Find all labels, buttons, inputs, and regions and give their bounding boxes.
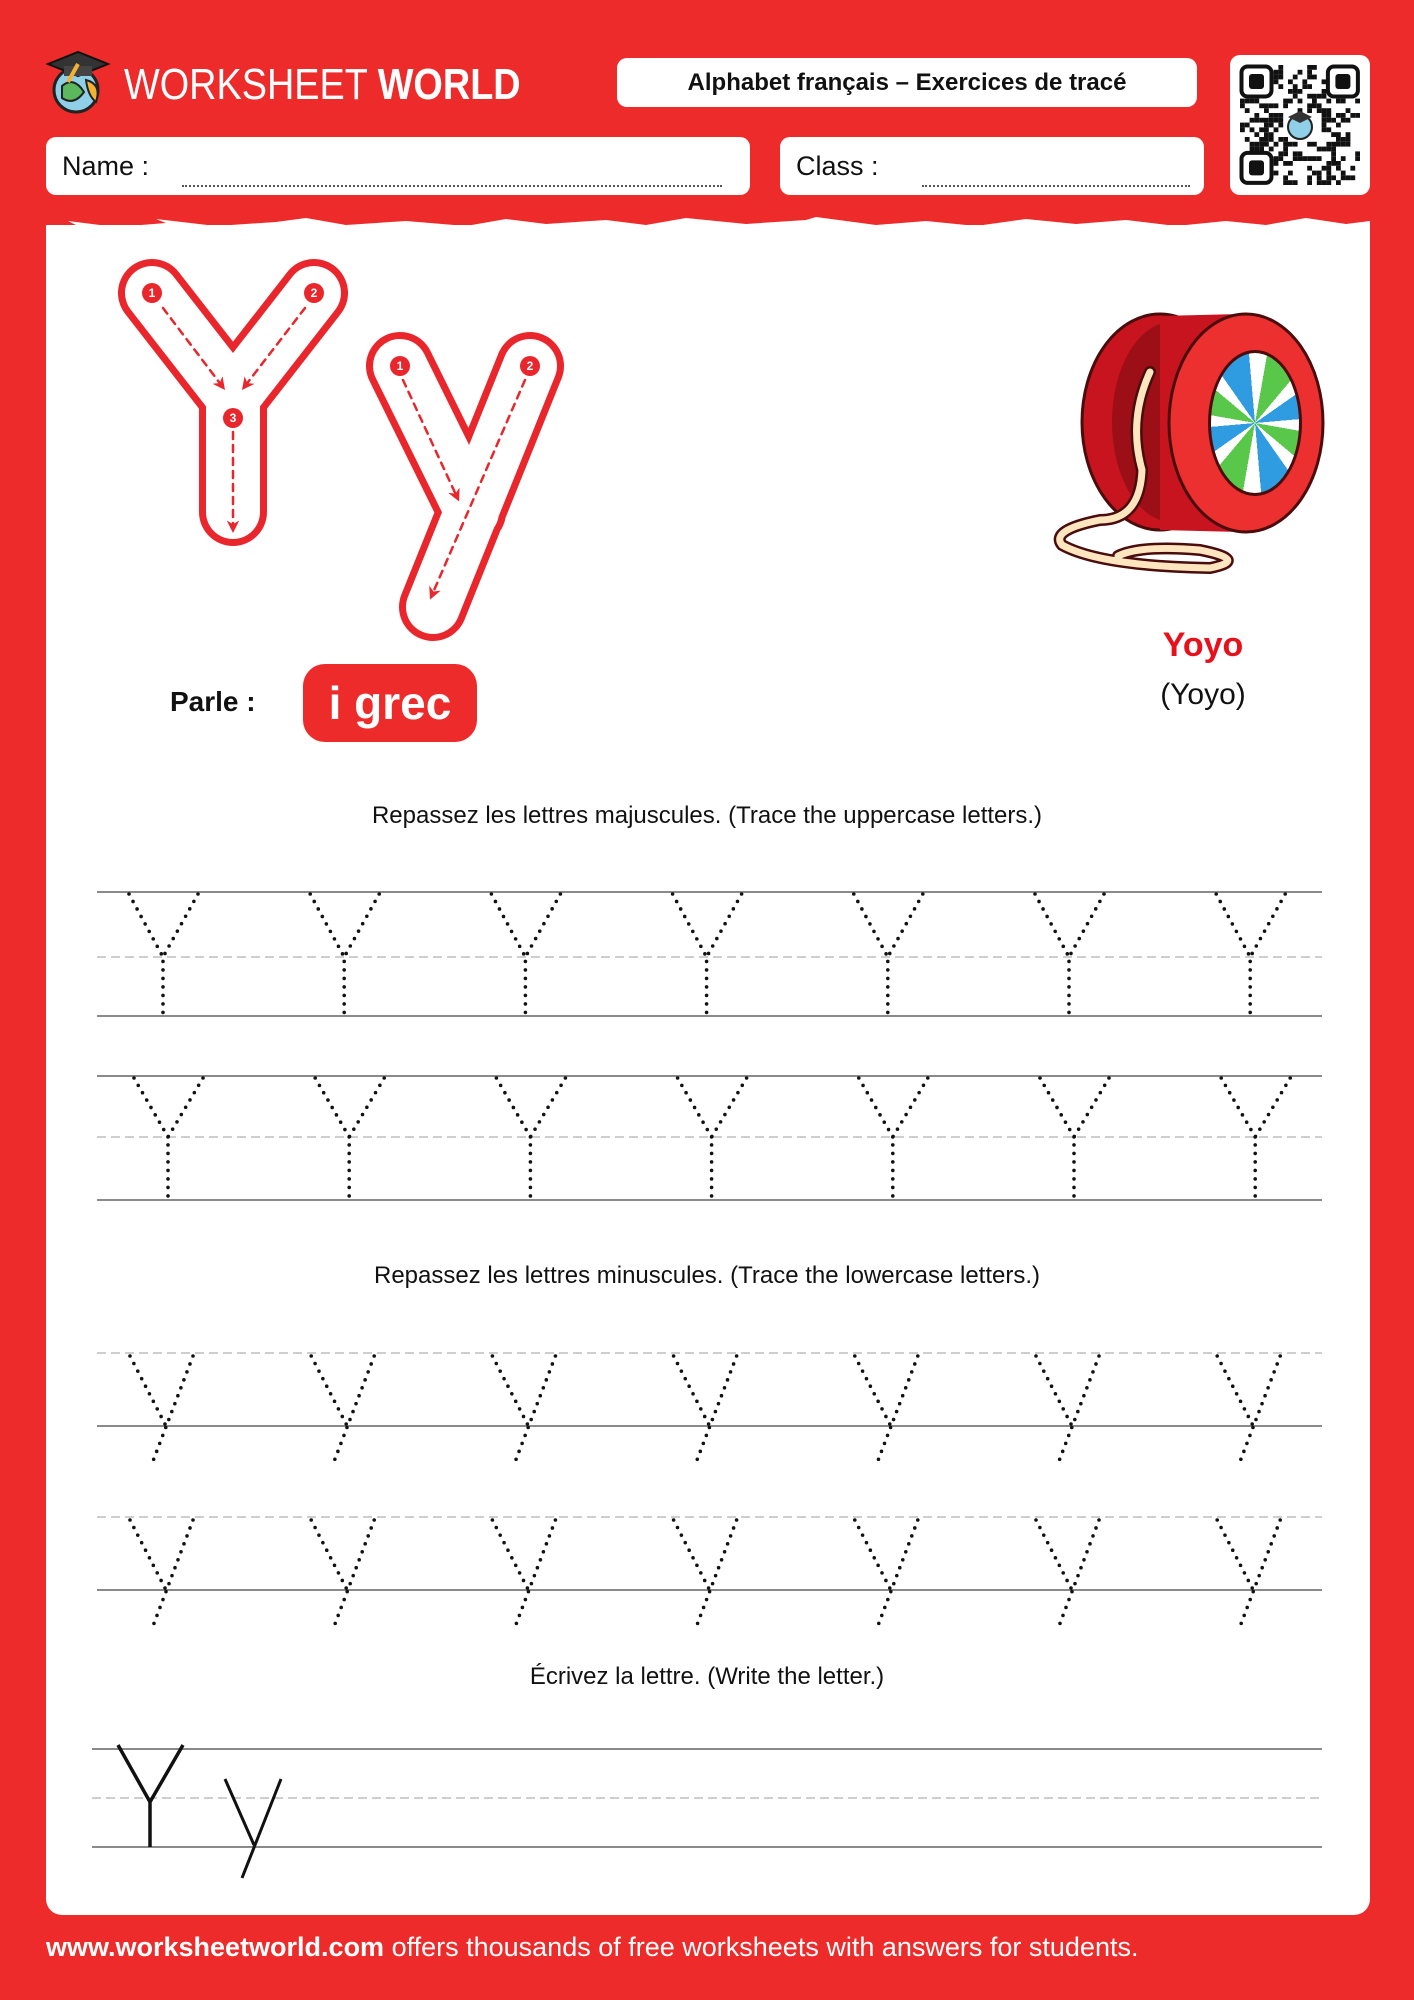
step-number: 2 (310, 286, 318, 300)
traceable-letter[interactable] (854, 894, 923, 1015)
traceable-letter[interactable] (1040, 1078, 1109, 1199)
footer-site-link[interactable]: www.worksheetworld.com (46, 1932, 385, 1962)
traceable-letter[interactable] (673, 894, 742, 1015)
traceable-letter[interactable] (310, 894, 379, 1015)
traceable-letter[interactable] (1221, 1078, 1290, 1199)
picture-word: Yoyo (1162, 626, 1244, 664)
pronunciation-text: i grec (328, 677, 452, 729)
traceable-letter[interactable] (855, 1356, 918, 1461)
instruction-write: Écrivez la lettre. (Write the letter.) (529, 1663, 885, 1690)
traceable-letter[interactable] (1217, 1356, 1280, 1461)
traceable-letter[interactable] (130, 1520, 193, 1626)
instruction-uppercase: Repassez les lettres majuscules. (Trace the uppercase letters.) (371, 802, 1043, 829)
example-lowercase-letter (225, 1779, 281, 1878)
traceable-letter[interactable] (492, 1520, 555, 1626)
example-uppercase-letter (118, 1745, 183, 1847)
traceable-letter[interactable] (855, 1520, 918, 1626)
traceable-letter[interactable] (315, 1078, 384, 1199)
speak-label: Parle : (170, 686, 256, 717)
picture-translation: (Yoyo) (1160, 678, 1246, 711)
traceable-letter[interactable] (1216, 894, 1285, 1015)
traceable-letter[interactable] (678, 1078, 747, 1199)
traceable-letter[interactable] (1035, 894, 1104, 1015)
traceable-letter[interactable] (130, 1356, 193, 1461)
traceable-letter[interactable] (1217, 1520, 1280, 1626)
traceable-letter[interactable] (1036, 1520, 1099, 1626)
traceable-letter[interactable] (1036, 1356, 1099, 1461)
step-number: 1 (396, 359, 404, 373)
footer-message: offers thousands of free worksheets with answers for students. (384, 1932, 1139, 1962)
traceable-letter[interactable] (496, 1078, 565, 1199)
step-number: 2 (526, 359, 534, 373)
traceable-letter[interactable] (129, 894, 198, 1015)
traceable-letter[interactable] (859, 1078, 928, 1199)
instruction-lowercase: Repassez les lettres minuscules. (Trace the lowercase letters.) (373, 1262, 1041, 1289)
brand-name-bold: WORLD (377, 60, 521, 109)
step-number: 1 (148, 286, 156, 300)
traceable-letter[interactable] (492, 1356, 555, 1461)
traceable-letter[interactable] (491, 894, 560, 1015)
class-label: Class : (796, 151, 879, 181)
traceable-letter[interactable] (674, 1356, 737, 1461)
brand-name-light: WORKSHEET (124, 60, 368, 109)
name-label: Name : (62, 151, 150, 181)
traceable-letter[interactable] (134, 1078, 203, 1199)
footer-text (46, 1932, 1138, 1963)
worksheet-title-text: Alphabet français – Exercices de tracé (687, 68, 1127, 96)
traceable-letter[interactable] (311, 1356, 374, 1461)
traceable-letter[interactable] (311, 1520, 374, 1626)
step-number: 3 (229, 411, 237, 425)
traceable-letter[interactable] (674, 1520, 737, 1626)
